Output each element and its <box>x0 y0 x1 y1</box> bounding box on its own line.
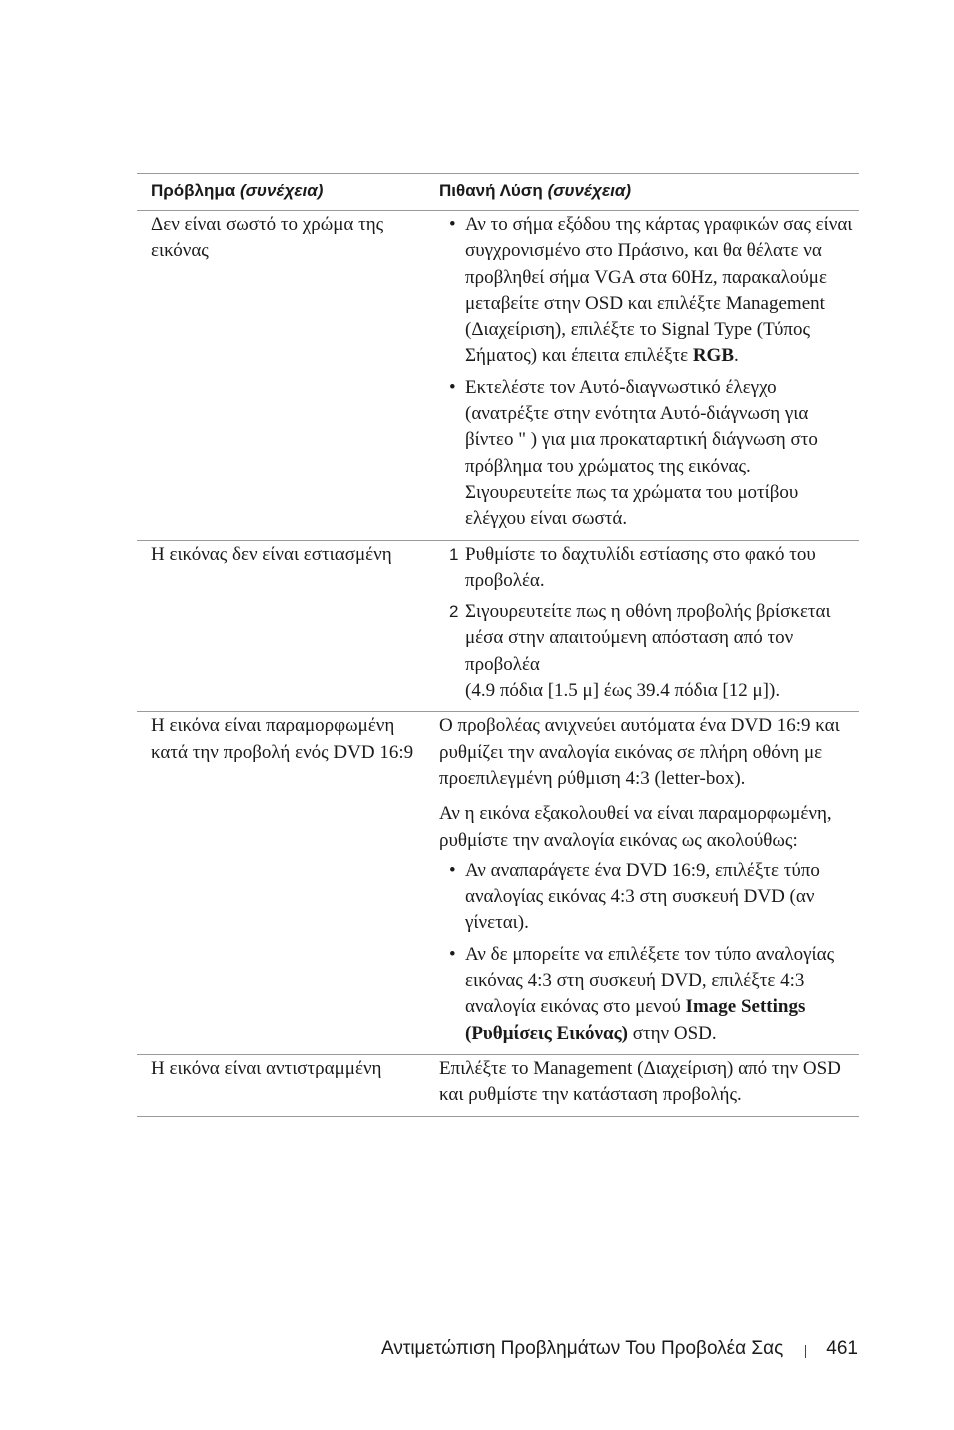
page-footer <box>381 1334 858 1364</box>
bullet-icon: • <box>449 214 456 235</box>
step-text: Σιγουρευτείτε πως η οθόνη προβολής βρίσκεται μέσα στην απαιτούμενη απόσταση από τον προβολέα <box>465 601 831 675</box>
bullet-text-end: . <box>734 345 739 367</box>
bullet-icon: • <box>449 376 456 398</box>
table-row <box>137 1054 859 1116</box>
bold-term: RGB <box>692 345 734 367</box>
bullet-icon: • <box>449 859 456 881</box>
problem-cell: Δεν είναι σωστό το χρώμα της εικόνας <box>151 214 384 262</box>
problem-cell: Η εικόνα είναι αντιστραμμένη <box>151 1057 382 1079</box>
header-solution-continued: (συνέχεια) <box>547 181 632 200</box>
bullet-icon: • <box>449 943 456 965</box>
list-item <box>439 858 853 937</box>
list-item <box>439 375 853 533</box>
bullet-text: Εκτελέστε τον Αυτό-διαγνωστικό έλεγχο (ανατρέξτε στην ενότητα Αυτό-διάγνωση για βίντεο " ) για μια προκαταρτική διάγνωση στο πρόβλημα του χρώματος της εικόνας. Σιγουρευτείτε πως τα χρώματα του μοτίβου ελέγχου είναι σωστά. <box>465 376 818 530</box>
footer-divider <box>805 1345 806 1358</box>
list-item <box>439 542 853 595</box>
solution-paragraph: Ο προβολέας ανιχνεύει αυτόματα ένα DVD 16:9 και ρυθμίζει την αναλογία εικόνας σε πλήρη οθόνη με προεπιλεγμένη ρύθμιση 4:3 (letter-box). <box>439 715 840 789</box>
solution-cell <box>439 712 859 1055</box>
solution-step-list <box>439 542 853 705</box>
troubleshooting-table <box>137 173 859 1117</box>
step-number: 2 <box>449 602 459 622</box>
page-number: 461 <box>826 1338 858 1359</box>
header-problem <box>137 174 439 211</box>
step-text: Ρυθμίστε το δαχτυλίδι εστίασης στο φακό του προβολέα. <box>465 543 816 591</box>
bold-term: Image Settings (Ρυθμίσεις Εικόνας) <box>465 996 806 1044</box>
header-solution <box>439 174 859 211</box>
list-item <box>439 599 853 704</box>
bullet-text: Αν αναπαράγετε ένα DVD 16:9, επιλέξτε τύπο αναλογίας εικόνας 4:3 στη συσκευή DVD (αν γίνεται). <box>465 859 820 934</box>
step-number: 1 <box>449 544 459 564</box>
problem-cell: Η εικόνας δεν είναι εστιασμένη <box>151 543 392 565</box>
solution-paragraph: Αν η εικόνα εξακολουθεί να είναι παραμορφωμένη, ρυθμίστε την αναλογία εικόνας ως ακολούθως: <box>439 803 832 851</box>
footer-title: Αντιμετώπιση Προβλημάτων Του Προβολέα Σας <box>380 1338 784 1359</box>
table-row <box>137 540 859 712</box>
solution-cell: Επιλέξτε το Management (Διαχείριση) από την OSD και ρυθμίστε την κατάσταση προβολής. <box>439 1057 841 1106</box>
table-header-row <box>137 174 859 211</box>
list-item <box>439 942 853 1047</box>
solution-bullet-list <box>439 212 853 533</box>
list-item <box>439 212 853 370</box>
solution-bullet-list <box>439 858 853 1047</box>
header-solution-label: Πιθανή Λύση <box>439 181 543 200</box>
step-text-distance: (4.9 πόδια [1.5 μ] έως 39.4 πόδια [12 μ]). <box>465 680 781 702</box>
solution-cell <box>439 540 859 712</box>
bullet-text: Αν το σήμα εξόδου της κάρτας γραφικών σας είναι συγχρονισμένο στο Πράσινο, και θα θέλατε να προβληθεί σήμα VGA στα 60Hz, παρακαλούμε μεταβείτε στην OSD και επιλέξτε Management (Διαχείριση), επιλέξτε το Signal Type (Τύπος Σήματος) και έπειτα επιλέξτε <box>465 214 853 367</box>
solution-cell <box>439 211 859 541</box>
table-row <box>137 712 859 1055</box>
header-problem-continued: (συνέχεια) <box>239 181 324 200</box>
bullet-text: Αν δε μπορείτε να επιλέξετε τον τύπο αναλογίας εικόνας 4:3 στη συσκευή DVD, επιλέξτε 4:3 αναλογία εικόνας στο μενού <box>465 943 835 1018</box>
bullet-text-end: στην OSD. <box>627 1022 717 1044</box>
problem-cell: Η εικόνα είναι παραμορφωμένη κατά την προβολή ενός DVD 16:9 <box>151 715 414 763</box>
table-row <box>137 211 859 541</box>
header-problem-label: Πρόβλημα <box>151 181 236 200</box>
